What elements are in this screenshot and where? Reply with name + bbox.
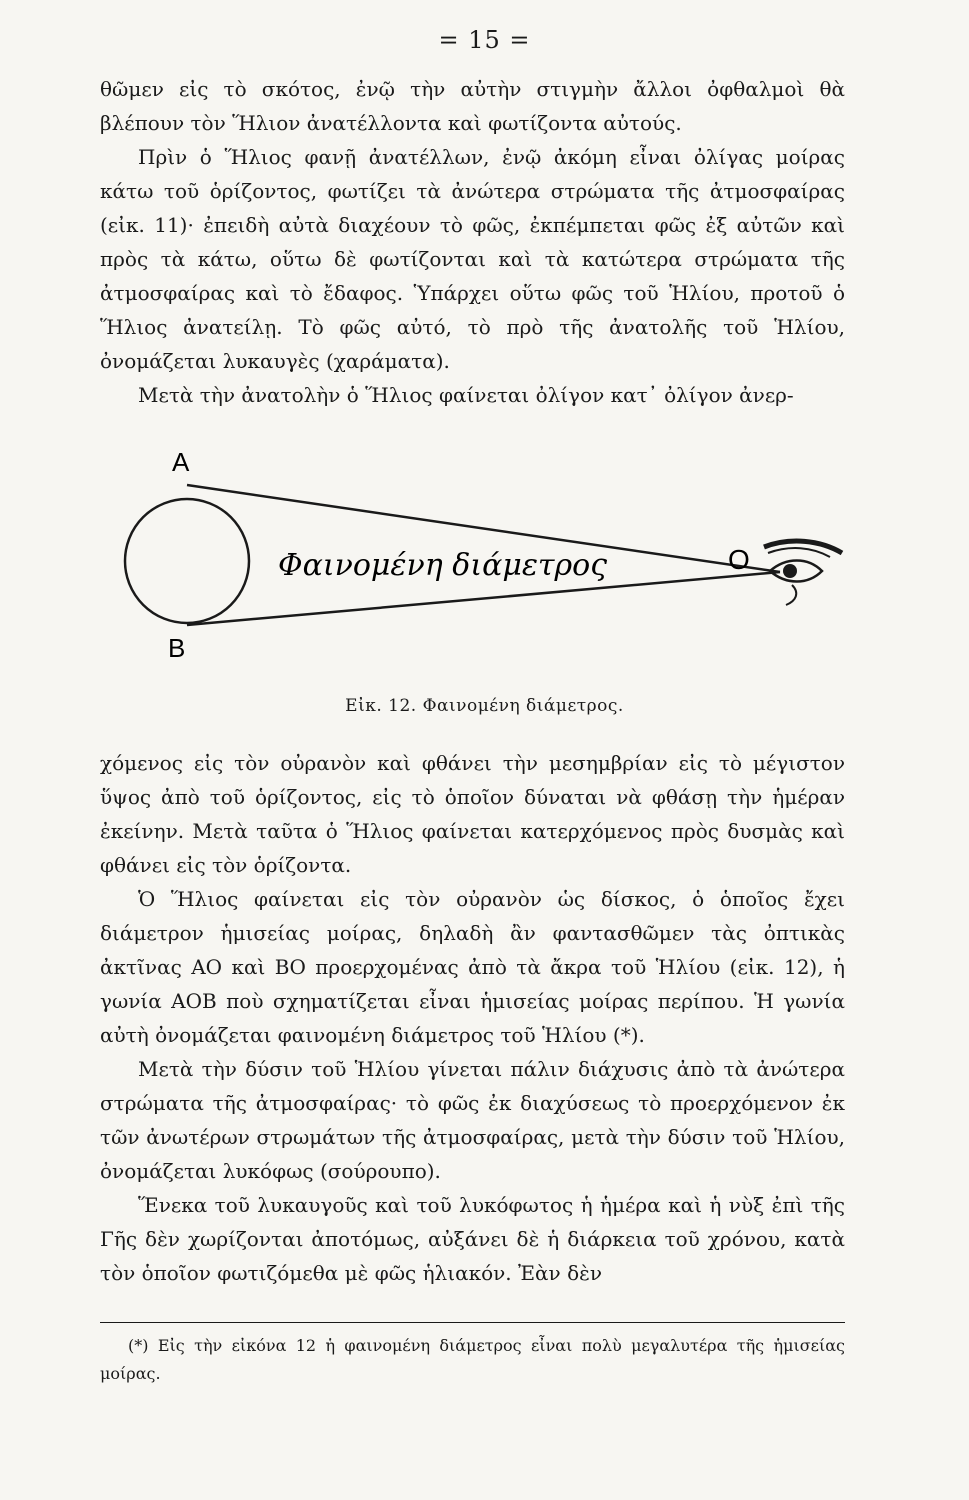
paragraph: Μετὰ τὴν ἀνατολὴν ὁ Ἥλιος φαίνεται ὀλίγον κατ᾽ ὀλίγον ἀνερ- xyxy=(138,383,794,407)
figure-caption: Εἰκ. 12. Φαινομένη διάμετρος. xyxy=(345,696,624,716)
text-block-top xyxy=(100,72,845,412)
label-b: B xyxy=(168,633,186,663)
text-block-bottom xyxy=(100,746,845,1290)
paragraph: θῶμεν εἰς τὸ σκότος, ἐνῷ τὴν αὐτὴν στιγμὴν ἄλλοι ὀφθαλμοὶ θὰ βλέπουν τὸν Ἥλιον ἀνατέλλοντα καὶ φωτίζοντα αὐτούς. xyxy=(100,77,845,135)
apparent-diameter-diagram xyxy=(100,445,860,675)
page-number: = 15 = xyxy=(438,26,531,54)
label-a: A xyxy=(172,447,190,477)
sun-disc xyxy=(125,499,249,623)
paragraph: χόμενος εἰς τὸν οὐρανὸν καὶ φθάνει τὴν μεσημβρίαν εἰς τὸ μέγιστον ὕψος ἀπὸ τοῦ ὁρίζοντος, εἰς τὸ ὁποῖον δύναται νὰ φθάσῃ τὴν ἡμέραν ἐκείνην. Μετὰ ταῦτα ὁ Ἥλιος φαίνεται κατερχόμενος πρὸς δυσμὰς καὶ φθάνει εἰς τὸν ὁρίζοντα. xyxy=(100,751,845,877)
label-o: O xyxy=(728,544,750,575)
paragraph: Πρὶν ὁ Ἥλιος φανῇ ἀνατέλλων, ἐνῷ ἀκόμη εἶναι ὀλίγας μοίρας κάτω τοῦ ὁρίζοντος, φωτίζει τὰ ἀνώτερα στρώματα τῆς ἀτμοσφαίρας (εἰκ. 11)· ἐπειδὴ αὐτὰ διαχέουν τὸ φῶς, ἐκπέμπεται φῶς ἐξ αὐτῶν καὶ πρὸς τὰ κάτω, οὕτω δὲ φωτίζονται καὶ τὰ κατώτερα στρώματα τῆς ἀτμοσφαίρας καὶ τὸ ἔδαφος. Ὑπάρχει οὕτω φῶς τοῦ Ἡλίου, προτοῦ ὁ Ἥλιος ἀνατείλῃ. Τὸ φῶς αὐτό, τὸ πρὸ τῆς ἀνατολῆς τοῦ Ἡλίου, ὀνομάζεται λυκαυγὲς (χαράματα). xyxy=(100,145,845,373)
handwritten-label: Φαινομένη διάμετρος xyxy=(278,548,608,583)
figure-apparent-diameter xyxy=(100,445,860,675)
paragraph: Ἕνεκα τοῦ λυκαυγοῦς καὶ τοῦ λυκόφωτος ἡ ἡμέρα καὶ ἡ νὺξ ἐπὶ τῆς Γῆς δὲν χωρίζονται ἀποτόμως, αὐξάνει δὲ ἡ διάρκεια τοῦ χρόνου, κατὰ τὸν ὁποῖον φωτιζόμεθα μὲ φῶς ἡλιακόν. Ἐὰν δὲν xyxy=(100,1193,845,1285)
footnote-text: (*) Εἰς τὴν εἰκόνα 12 ἡ φαινομένη διάμετρος εἶναι πολὺ μεγαλυτέρα τῆς ἡμισείας μοίρας. xyxy=(100,1336,845,1383)
paragraph: Ὁ Ἥλιος φαίνεται εἰς τὸν οὐρανὸν ὡς δίσκος, ὁ ὁποῖος ἔχει διάμετρον ἡμισείας μοίρας, δηλαδὴ ἂν φαντασθῶμεν τὰς ὀπτικὰς ἀκτῖνας ΑΟ καὶ ΒΟ προερχομένας ἀπὸ τὰ ἄκρα τοῦ Ἡλίου (εἰκ. 12), ἡ γωνία ΑΟΒ ποὺ σχηματίζεται εἶναι ἡμισείας μοίρας περίπου. Ἡ γωνία αὐτὴ ὀνομάζεται φαινομένη διάμετρος τοῦ Ἡλίου (*). xyxy=(100,887,845,1047)
footnote-divider xyxy=(100,1322,845,1323)
paragraph: Μετὰ τὴν δύσιν τοῦ Ἡλίου γίνεται πάλιν διάχυσις ἀπὸ τὰ ἀνώτερα στρώματα τῆς ἀτμοσφαίρας· τὸ φῶς ἐκ διαχύσεως τὸ προερχόμενον ἐκ τῶν ἀνωτέρων στρωμάτων τῆς ἀτμοσφαίρας, μετὰ τὴν δύσιν τοῦ Ἡλίου, ὀνομάζεται λυκόφως (σούρουπο). xyxy=(100,1057,845,1183)
footnote xyxy=(100,1332,845,1388)
